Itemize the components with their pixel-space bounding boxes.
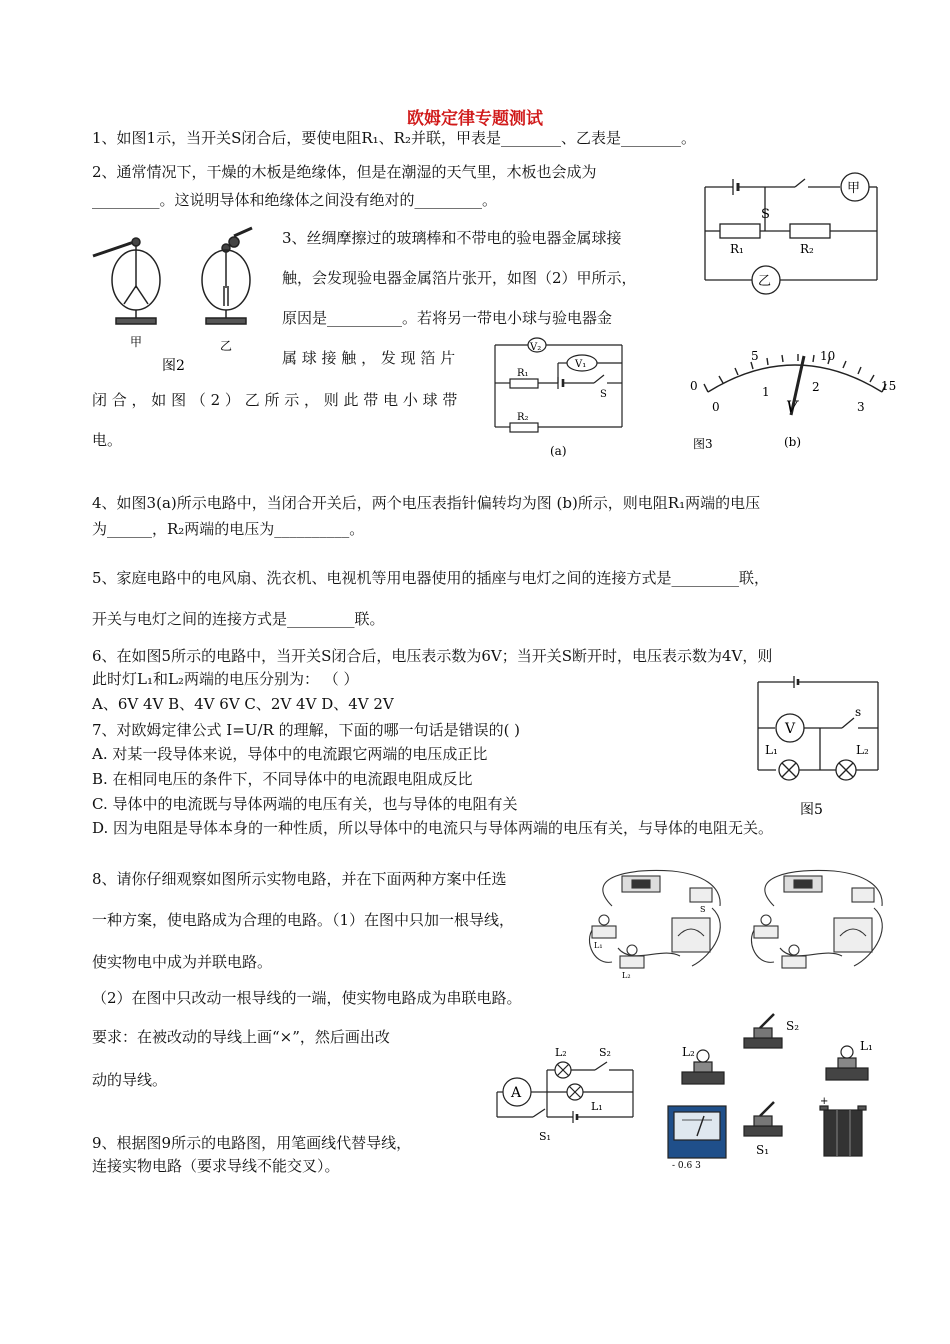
fig9-meter-label: A bbox=[511, 1085, 522, 1101]
question-2-line-2: _________。这说明导体和绝缘体之间没有绝对的_________。 bbox=[92, 191, 498, 209]
fig9-ammeter-scale: - 0.6 3 bbox=[672, 1161, 701, 1171]
fig2-caption: 图2 bbox=[162, 358, 185, 374]
fig8-switch-label: S bbox=[700, 905, 706, 914]
figure-1-circuit bbox=[695, 175, 885, 295]
fig1-meter-a-label: 甲 bbox=[847, 181, 861, 196]
fig3-lower-2: 2 bbox=[812, 380, 820, 394]
figure-8-physical-circuits bbox=[572, 866, 890, 986]
fig3-lower-1: 1 bbox=[762, 385, 770, 399]
question-8-line-6: 动的导线。 bbox=[92, 1071, 168, 1089]
fig9-comp-s1-label: S₁ bbox=[756, 1143, 770, 1157]
fig3-upper-15: 15 bbox=[881, 379, 897, 393]
page-title: 欧姆定律专题测试 bbox=[407, 109, 543, 129]
question-4-line-2: 为______，R₂两端的电压为__________。 bbox=[92, 520, 365, 538]
question-8-line-3: 使实物电中成为并联电路。 bbox=[92, 953, 273, 971]
fig3-upper-0: 0 bbox=[690, 379, 698, 393]
fig3-caption: 图3 bbox=[693, 437, 713, 451]
question-3-line-5: 闭 合 ， 如 图 （ 2 ） 乙 所 示 ， 则 此 带 电 小 球 带 bbox=[92, 391, 458, 409]
question-4-line-1: 4、如图3(a)所示电路中，当闭合开关后，两个电压表指针偏转均为图 (b)所示，则电阻R₁两端的电压 bbox=[92, 494, 761, 512]
figure-5-circuit bbox=[750, 672, 885, 820]
fig9-s1-label: S₁ bbox=[539, 1130, 551, 1143]
question-9-line-1: 9、根据图9所示的电路图，用笔画线代替导线， bbox=[92, 1134, 412, 1152]
fig3-r1-label: R₁ bbox=[517, 368, 529, 379]
fig2-label-b: 乙 bbox=[220, 339, 233, 353]
fig1-r2-label: R₂ bbox=[800, 242, 814, 256]
fig9-battery-plus: + bbox=[820, 1096, 829, 1107]
question-3-line-2: 触，会发现验电器金属箔片张开，如图（2）甲所示， bbox=[282, 269, 637, 287]
fig3-lower-0: 0 bbox=[712, 400, 720, 414]
question-3-line-6: 电。 bbox=[92, 431, 123, 449]
question-3-line-4: 属 球 接 触 ， 发 现 箔 片 bbox=[282, 349, 456, 367]
fig3-upper-5: 5 bbox=[751, 349, 759, 363]
question-7-option-a: A. 对某一段导体来说，导体中的电流跟它两端的电压成正比 bbox=[92, 745, 488, 763]
fig3-lower-3: 3 bbox=[857, 400, 865, 414]
fig5-switch-label: s bbox=[855, 705, 862, 719]
fig9-comp-l2-label: L₂ bbox=[682, 1045, 695, 1059]
question-3-line-1: 3、丝绸摩擦过的玻璃棒和不带电的验电器金属球接 bbox=[282, 229, 622, 247]
fig3-v1-label: V₁ bbox=[575, 359, 587, 370]
fig8-l2-label: L₂ bbox=[622, 971, 631, 980]
fig5-l1-label: L₁ bbox=[765, 743, 778, 757]
fig2-label-a: 甲 bbox=[130, 335, 143, 349]
question-9-line-2: 连接实物电路（要求导线不能交叉）。 bbox=[92, 1157, 340, 1175]
question-5-line-2: 开关与电灯之间的连接方式是_________联。 bbox=[92, 610, 385, 628]
fig1-meter-b-label: 乙 bbox=[758, 274, 772, 289]
fig3-r2-label: R₂ bbox=[517, 412, 529, 423]
question-8-line-4: （2）在图中只改动一根导线的一端，使实物电路成为串联电路。 bbox=[92, 989, 522, 1007]
fig1-r1-label: R₁ bbox=[730, 242, 744, 256]
figure-9-circuit bbox=[495, 1030, 645, 1145]
question-1: 1、如图1示，当开关S闭合后，要使电阻R₁、R₂并联，甲表是________、乙表是________。 bbox=[92, 129, 696, 147]
fig5-l2-label: L₂ bbox=[856, 743, 869, 757]
fig3-caption-b: (b) bbox=[784, 435, 802, 449]
fig1-switch-label: S bbox=[761, 207, 770, 222]
question-5-line-1: 5、家庭电路中的电风扇、洗衣机、电视机等用电器使用的插座与电灯之间的连接方式是_________联， bbox=[92, 569, 770, 587]
fig3-switch-label: S bbox=[600, 389, 607, 400]
fig5-meter-label: V bbox=[785, 721, 796, 737]
question-7-option-d: D. 因为电阻是导体本身的一种性质，所以导体中的电流只与导体两端的电压有关，与导体的电阻无关。 bbox=[92, 819, 774, 837]
fig8-l1-label: L₁ bbox=[594, 941, 603, 950]
question-7-option-c: C. 导体中的电流既与导体两端的电压有关，也与导体的电阻有关 bbox=[92, 795, 518, 813]
question-2-line-1: 2、通常情况下，干燥的木板是绝缘体，但是在潮湿的天气里，木板也会成为 bbox=[92, 163, 597, 181]
fig9-l1-label: L₁ bbox=[591, 1100, 603, 1113]
figure-2-electroscopes bbox=[88, 228, 263, 378]
question-6-options: A、6V 4V B、4V 6V C、2V 4V D、4V 2V bbox=[92, 695, 394, 713]
figure-9-components bbox=[660, 1010, 890, 1170]
question-3-line-3: 原因是__________。若将另一带电小球与验电器金 bbox=[282, 309, 613, 327]
fig9-comp-l1-label: L₁ bbox=[860, 1039, 873, 1053]
fig9-comp-s2-label: S₂ bbox=[786, 1019, 800, 1033]
fig3-v2-label: V₂ bbox=[530, 342, 542, 353]
question-6-line-2: 此时灯L₁和L₂两端的电压分别为： （ ） bbox=[92, 670, 359, 688]
fig3-upper-10: 10 bbox=[820, 349, 836, 363]
fig3-caption-a: (a) bbox=[550, 444, 567, 458]
fig5-caption: 图5 bbox=[800, 802, 823, 818]
question-7-option-b: B. 在相同电压的条件下，不同导体中的电流跟电阻成反比 bbox=[92, 770, 473, 788]
question-8-line-2: 一种方案，使电路成为合理的电路。（1）在图中只加一根导线， bbox=[92, 911, 515, 929]
question-8-line-1: 8、请你仔细观察如图所示实物电路，并在下面两种方案中任选 bbox=[92, 870, 507, 888]
fig9-l2-label: L₂ bbox=[555, 1046, 567, 1059]
question-6-line-1: 6、在如图5所示的电路中，当开关S闭合后，电压表示数为6V；当开关S断开时，电压表示数为4V，则 bbox=[92, 647, 773, 665]
figure-3b-voltmeter-dial bbox=[688, 340, 903, 455]
fig3-unit-label: V bbox=[786, 397, 798, 416]
question-8-line-5: 要求：在被改动的导线上画“×”，然后画出改 bbox=[92, 1028, 390, 1046]
fig9-s2-label: S₂ bbox=[599, 1046, 611, 1059]
figure-3a-circuit bbox=[490, 335, 630, 460]
question-7-stem: 7、对欧姆定律公式 I=U/R 的理解，下面的哪一句话是错误的( ) bbox=[92, 721, 521, 739]
